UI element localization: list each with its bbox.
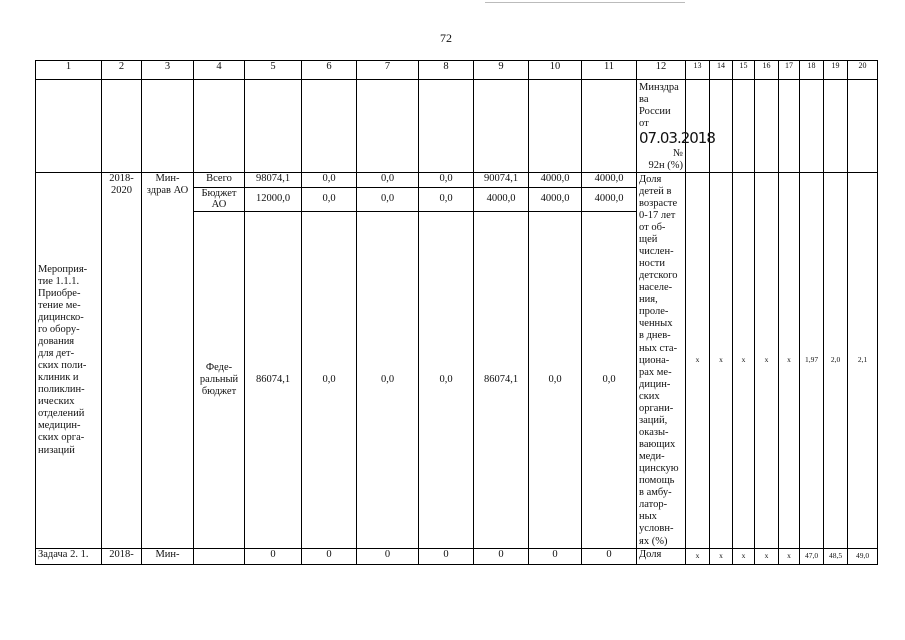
table-cell: х — [710, 172, 733, 548]
col-header: 18 — [800, 61, 824, 80]
col-header: 12 — [637, 61, 686, 80]
order-date: 07.03.2018 — [639, 129, 715, 148]
col-header: 17 — [779, 61, 800, 80]
table-cell: 4000,0 — [582, 187, 637, 211]
program-table — [35, 60, 878, 565]
table-cell: х — [779, 172, 800, 548]
funding-source: Феде- ральный бюджет — [194, 211, 245, 548]
col-header: 4 — [194, 61, 245, 80]
table-cell: 0 — [529, 548, 582, 564]
continuation-row — [36, 80, 878, 173]
table-cell: 0 — [357, 548, 419, 564]
table-cell: 0 — [582, 548, 637, 564]
task-years: 2018- — [102, 548, 142, 564]
table-cell: х — [710, 548, 733, 564]
col-header: 3 — [142, 61, 194, 80]
task-executor: Мин- — [142, 548, 194, 564]
header-row — [36, 61, 878, 80]
col-header: 19 — [824, 61, 848, 80]
col-header: 1 — [36, 61, 102, 80]
table-cell: 0,0 — [357, 187, 419, 211]
table-cell: 49,0 — [848, 548, 878, 564]
table-cell: 4000,0 — [582, 172, 637, 187]
table-cell: 0,0 — [419, 211, 474, 548]
col-header: 15 — [733, 61, 755, 80]
funding-source: Всего — [194, 172, 245, 187]
table-cell: х — [755, 548, 779, 564]
table-cell: 0 — [245, 548, 302, 564]
table-cell: 0 — [419, 548, 474, 564]
table-cell: 0,0 — [357, 211, 419, 548]
top-scan-line — [485, 2, 685, 3]
table-cell: 4000,0 — [529, 172, 582, 187]
measure-executor: Мин- здрав АО — [142, 172, 194, 548]
table-cell: 0,0 — [357, 172, 419, 187]
indicator-text: Доля детей в возрасте 0-17 лет от об- щей числен- ности детского населе- ния, проле- ченных в днев- ных ста- циона- рах ме- дицин- ских органи- заций, оказы- вающих меди- цинскую помощь в амбу- латор- ных условн- ях (%) — [637, 172, 686, 548]
col-header: 16 — [755, 61, 779, 80]
page-number: 72 — [440, 31, 452, 45]
col-header: 11 — [582, 61, 637, 80]
table-cell: 0,0 — [529, 211, 582, 548]
table-cell: 47,0 — [800, 548, 824, 564]
col-header: 5 — [245, 61, 302, 80]
table-cell: х — [733, 172, 755, 548]
measure-years: 2018- 2020 — [102, 172, 142, 548]
table-cell: 98074,1 — [245, 172, 302, 187]
table-cell: 0,0 — [419, 187, 474, 211]
table-cell: 86074,1 — [474, 211, 529, 548]
col-header: 10 — [529, 61, 582, 80]
table-cell: 2,0 — [824, 172, 848, 548]
table-cell: 12000,0 — [245, 187, 302, 211]
col-header: 9 — [474, 61, 529, 80]
table-row — [36, 172, 878, 187]
table-cell: 4000,0 — [529, 187, 582, 211]
task-indicator: Доля — [637, 548, 686, 564]
table-cell: 48,5 — [824, 548, 848, 564]
table-cell: 0,0 — [302, 187, 357, 211]
col-header: 2 — [102, 61, 142, 80]
table-cell: 0 — [302, 548, 357, 564]
table-cell: х — [733, 548, 755, 564]
table-cell: 1,97 — [800, 172, 824, 548]
table-cell: 0,0 — [582, 211, 637, 548]
table-row — [36, 548, 878, 564]
col-header: 14 — [710, 61, 733, 80]
table-cell: 0,0 — [302, 172, 357, 187]
col-header: 20 — [848, 61, 878, 80]
task-title: Задача 2. 1. — [36, 548, 102, 564]
table-cell: 90074,1 — [474, 172, 529, 187]
col-header: 7 — [357, 61, 419, 80]
indicator-cell-cont: Минздра ва России от 07.03.2018 № 92н (%) — [637, 80, 686, 173]
col-header: 13 — [686, 61, 710, 80]
table-cell: х — [686, 548, 710, 564]
table-cell: 86074,1 — [245, 211, 302, 548]
table-cell: х — [755, 172, 779, 548]
table-cell: 0,0 — [302, 211, 357, 548]
table-cell: х — [686, 172, 710, 548]
table-cell: 0,0 — [419, 172, 474, 187]
table-cell: х — [779, 548, 800, 564]
table-cell: 4000,0 — [474, 187, 529, 211]
table-cell: 0 — [474, 548, 529, 564]
col-header: 8 — [419, 61, 474, 80]
funding-source: Бюджет АО — [194, 187, 245, 211]
measure-title: Мероприя- тие 1.1.1. Приобре- тение ме- дицинско- го обору- дования для дет- ских поли- клиник и поликлин- ических отделений медицин- ских орга- низаций — [36, 172, 102, 548]
col-header: 6 — [302, 61, 357, 80]
table-cell: 2,1 — [848, 172, 878, 548]
